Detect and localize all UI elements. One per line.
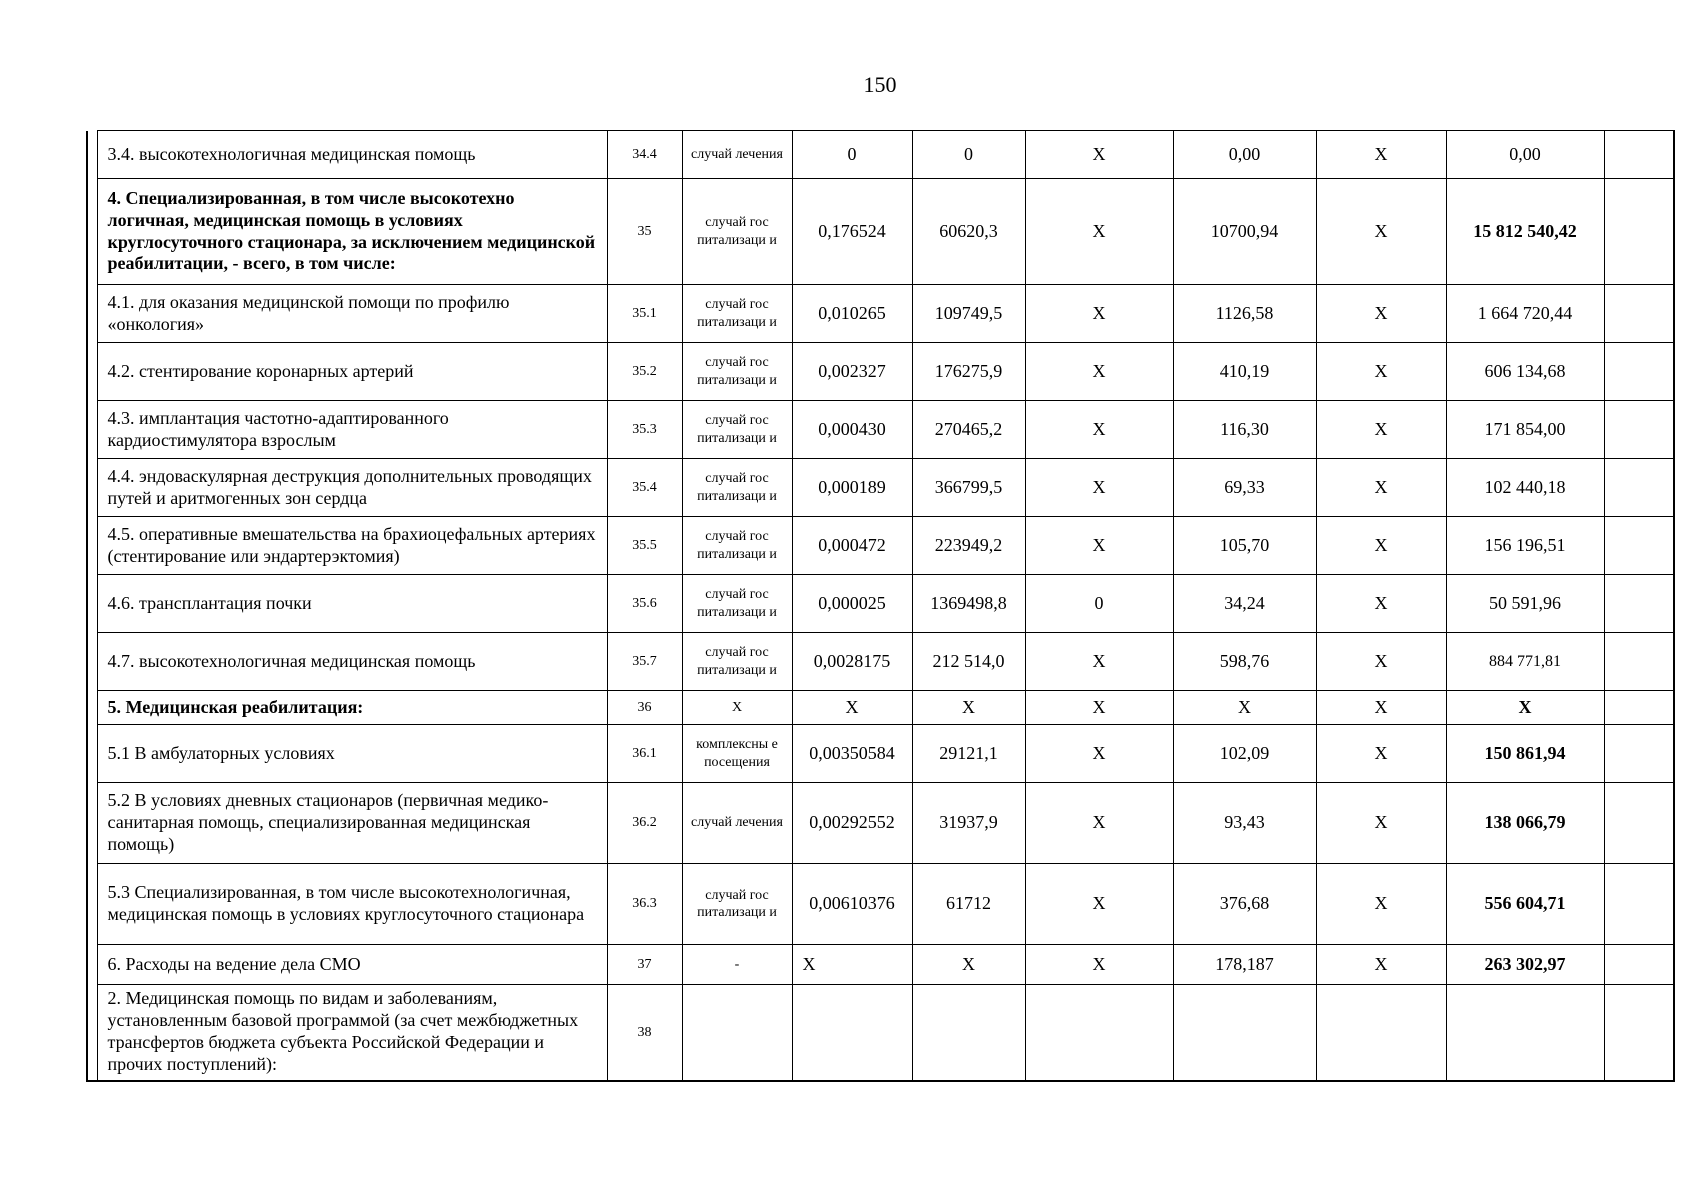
row-unit: случай лечения [682, 783, 792, 864]
row-name: 4.7. высокотехнологичная медицинская помощь [97, 633, 607, 691]
cell-c2: 270465,2 [912, 401, 1025, 459]
financing-table [86, 130, 1675, 1082]
table-row [87, 459, 1674, 517]
cell-c2: 61712 [912, 864, 1025, 945]
row-code: 36.3 [607, 864, 682, 945]
cell-c2: 60620,3 [912, 179, 1025, 285]
cell-c6: 156 196,51 [1446, 517, 1604, 575]
cell-c4: 116,30 [1173, 401, 1316, 459]
left-gutter [87, 783, 97, 864]
table-row [87, 633, 1674, 691]
row-unit: случай гос питализаци и [682, 633, 792, 691]
row-name: 2. Медицинская помощь по видам и заболеваниям, установленным базовой программой (за счет межбюджетных трансфертов бюджета субъекта Российской Федерации и прочих поступлений): [97, 985, 607, 1081]
left-gutter [87, 343, 97, 401]
cell-c4: 598,76 [1173, 633, 1316, 691]
cell-c3: Х [1025, 725, 1173, 783]
left-gutter [87, 131, 97, 179]
cell-c2: 109749,5 [912, 285, 1025, 343]
cell-c7 [1604, 691, 1674, 725]
cell-c1: 0,00350584 [792, 725, 912, 783]
row-code: 35.6 [607, 575, 682, 633]
row-unit: случай гос питализаци и [682, 459, 792, 517]
row-name: 4. Специализированная, в том числе высокотехно логичная, медицинская помощь в условиях круглосуточного стационара, за исключением медицинской реабилитации, - всего, в том числе: [97, 179, 607, 285]
cell-c1: 0 [792, 131, 912, 179]
table-row [87, 179, 1674, 285]
row-code: 35.5 [607, 517, 682, 575]
cell-c3 [1025, 985, 1173, 1081]
row-unit: случай гос питализаци и [682, 285, 792, 343]
table-row [87, 285, 1674, 343]
row-code: 36.1 [607, 725, 682, 783]
cell-c1: 0,010265 [792, 285, 912, 343]
cell-c6: 50 591,96 [1446, 575, 1604, 633]
cell-c6 [1446, 985, 1604, 1081]
cell-c7 [1604, 401, 1674, 459]
table-row [87, 343, 1674, 401]
page-number: 150 [863, 72, 897, 97]
cell-c3: Х [1025, 864, 1173, 945]
left-gutter [87, 285, 97, 343]
cell-c7 [1604, 864, 1674, 945]
row-unit: случай гос питализаци и [682, 864, 792, 945]
left-gutter [87, 459, 97, 517]
row-name: 4.4. эндоваскулярная деструкция дополнительных проводящих путей и аритмогенных зон сердца [97, 459, 607, 517]
cell-c6: 171 854,00 [1446, 401, 1604, 459]
table-row [87, 691, 1674, 725]
cell-c1: 0,176524 [792, 179, 912, 285]
cell-c2: Х [912, 945, 1025, 985]
cell-c6: Х [1446, 691, 1604, 725]
cell-c5: Х [1316, 575, 1446, 633]
row-code: 35.2 [607, 343, 682, 401]
table-row [87, 864, 1674, 945]
cell-c7 [1604, 343, 1674, 401]
cell-c1: 0,0028175 [792, 633, 912, 691]
cell-c7 [1604, 179, 1674, 285]
cell-c7 [1604, 517, 1674, 575]
cell-c1: 0,00610376 [792, 864, 912, 945]
row-unit: случай гос питализаци и [682, 179, 792, 285]
cell-c5: Х [1316, 131, 1446, 179]
cell-c5: Х [1316, 691, 1446, 725]
cell-c5: Х [1316, 864, 1446, 945]
cell-c6: 606 134,68 [1446, 343, 1604, 401]
row-code: 36 [607, 691, 682, 725]
row-code: 36.2 [607, 783, 682, 864]
row-name: 3.4. высокотехнологичная медицинская помощь [97, 131, 607, 179]
cell-c1 [792, 985, 912, 1081]
cell-c7 [1604, 285, 1674, 343]
cell-c7 [1604, 633, 1674, 691]
cell-c6: 15 812 540,42 [1446, 179, 1604, 285]
cell-c5: Х [1316, 517, 1446, 575]
row-code: 35.7 [607, 633, 682, 691]
cell-c3: Х [1025, 131, 1173, 179]
cell-c7 [1604, 985, 1674, 1081]
row-code: 35 [607, 179, 682, 285]
cell-c5: Х [1316, 179, 1446, 285]
row-name: 5.2 В условиях дневных стационаров (первичная медико-санитарная помощь, специализированная медицинская помощь) [97, 783, 607, 864]
table-row [87, 985, 1674, 1081]
cell-c7 [1604, 945, 1674, 985]
row-name: 5.3 Специализированная, в том числе высокотехнологичная, медицинская помощь в условиях круглосуточного стационара [97, 864, 607, 945]
row-code: 35.3 [607, 401, 682, 459]
cell-c4: 10700,94 [1173, 179, 1316, 285]
cell-c6: 0,00 [1446, 131, 1604, 179]
financing-table-wrap [86, 130, 1675, 1082]
left-gutter [87, 575, 97, 633]
cell-c2: 0 [912, 131, 1025, 179]
cell-c5 [1316, 985, 1446, 1081]
cell-c5: Х [1316, 285, 1446, 343]
cell-c7 [1604, 783, 1674, 864]
cell-c3: Х [1025, 633, 1173, 691]
table-row [87, 783, 1674, 864]
cell-c4: 178,187 [1173, 945, 1316, 985]
cell-c2: 366799,5 [912, 459, 1025, 517]
row-unit: случай гос питализаци и [682, 575, 792, 633]
cell-c4: 105,70 [1173, 517, 1316, 575]
row-name: 4.5. оперативные вмешательства на брахиоцефальных артериях (стентирование или эндартерэктомия) [97, 517, 607, 575]
table-row [87, 945, 1674, 985]
cell-c1: 0,002327 [792, 343, 912, 401]
cell-c3: Х [1025, 517, 1173, 575]
row-unit: случай гос питализаци и [682, 401, 792, 459]
table-row [87, 575, 1674, 633]
left-gutter [87, 691, 97, 725]
cell-c5: Х [1316, 633, 1446, 691]
cell-c6: 884 771,81 [1446, 633, 1604, 691]
left-gutter [87, 725, 97, 783]
row-name: 4.3. имплантация частотно-адаптированного кардиостимулятора взрослым [97, 401, 607, 459]
row-unit: случай гос питализаци и [682, 517, 792, 575]
row-name: 4.6. трансплантация почки [97, 575, 607, 633]
cell-c4: 102,09 [1173, 725, 1316, 783]
left-gutter [87, 864, 97, 945]
left-gutter [87, 401, 97, 459]
left-gutter [87, 985, 97, 1081]
row-code: 35.1 [607, 285, 682, 343]
row-unit: - [682, 945, 792, 985]
cell-c5: Х [1316, 725, 1446, 783]
cell-c6: 150 861,94 [1446, 725, 1604, 783]
cell-c4: 93,43 [1173, 783, 1316, 864]
cell-c4: 0,00 [1173, 131, 1316, 179]
cell-c3: Х [1025, 401, 1173, 459]
row-name: 6. Расходы на ведение дела СМО [97, 945, 607, 985]
cell-c3: Х [1025, 783, 1173, 864]
row-unit: комплексны е посещения [682, 725, 792, 783]
table-row [87, 517, 1674, 575]
cell-c2: 212 514,0 [912, 633, 1025, 691]
cell-c2: 176275,9 [912, 343, 1025, 401]
cell-c2: 29121,1 [912, 725, 1025, 783]
row-unit: Х [682, 691, 792, 725]
cell-c2 [912, 985, 1025, 1081]
cell-c2: 31937,9 [912, 783, 1025, 864]
table-row [87, 401, 1674, 459]
left-gutter [87, 945, 97, 985]
cell-c6: 138 066,79 [1446, 783, 1604, 864]
cell-c4: 34,24 [1173, 575, 1316, 633]
cell-c7 [1604, 575, 1674, 633]
row-name: 5.1 В амбулаторных условиях [97, 725, 607, 783]
cell-c3: Х [1025, 285, 1173, 343]
cell-c2: 1369498,8 [912, 575, 1025, 633]
cell-c6: 102 440,18 [1446, 459, 1604, 517]
row-code: 37 [607, 945, 682, 985]
row-name: 5. Медицинская реабилитация: [97, 691, 607, 725]
cell-c1: 0,000430 [792, 401, 912, 459]
cell-c5: Х [1316, 783, 1446, 864]
cell-c1: 0,00292552 [792, 783, 912, 864]
left-gutter [87, 179, 97, 285]
cell-c6: 556 604,71 [1446, 864, 1604, 945]
cell-c5: Х [1316, 343, 1446, 401]
cell-c3: Х [1025, 459, 1173, 517]
cell-c3: Х [1025, 945, 1173, 985]
cell-c3: Х [1025, 691, 1173, 725]
cell-c5: Х [1316, 945, 1446, 985]
cell-c4: 1126,58 [1173, 285, 1316, 343]
cell-c1: 0,000472 [792, 517, 912, 575]
table-row [87, 725, 1674, 783]
cell-c6: 1 664 720,44 [1446, 285, 1604, 343]
table-row [87, 131, 1674, 179]
row-code: 38 [607, 985, 682, 1081]
cell-c7 [1604, 459, 1674, 517]
row-unit [682, 985, 792, 1081]
cell-c2: Х [912, 691, 1025, 725]
cell-c1: 0,000189 [792, 459, 912, 517]
row-unit: случай лечения [682, 131, 792, 179]
cell-c5: Х [1316, 401, 1446, 459]
cell-c4 [1173, 985, 1316, 1081]
cell-c1: 0,000025 [792, 575, 912, 633]
row-name: 4.2. стентирование коронарных артерий [97, 343, 607, 401]
cell-c1: Х [792, 945, 912, 985]
left-gutter [87, 633, 97, 691]
cell-c3: 0 [1025, 575, 1173, 633]
cell-c7 [1604, 725, 1674, 783]
row-name: 4.1. для оказания медицинской помощи по профилю «онкология» [97, 285, 607, 343]
cell-c1: Х [792, 691, 912, 725]
cell-c3: Х [1025, 179, 1173, 285]
cell-c2: 223949,2 [912, 517, 1025, 575]
cell-c3: Х [1025, 343, 1173, 401]
cell-c4: 376,68 [1173, 864, 1316, 945]
cell-c7 [1604, 131, 1674, 179]
row-unit: случай гос питализаци и [682, 343, 792, 401]
cell-c4: 410,19 [1173, 343, 1316, 401]
cell-c4: 69,33 [1173, 459, 1316, 517]
cell-c6: 263 302,97 [1446, 945, 1604, 985]
left-gutter [87, 517, 97, 575]
cell-c4: Х [1173, 691, 1316, 725]
row-code: 35.4 [607, 459, 682, 517]
cell-c5: Х [1316, 459, 1446, 517]
row-code: 34.4 [607, 131, 682, 179]
